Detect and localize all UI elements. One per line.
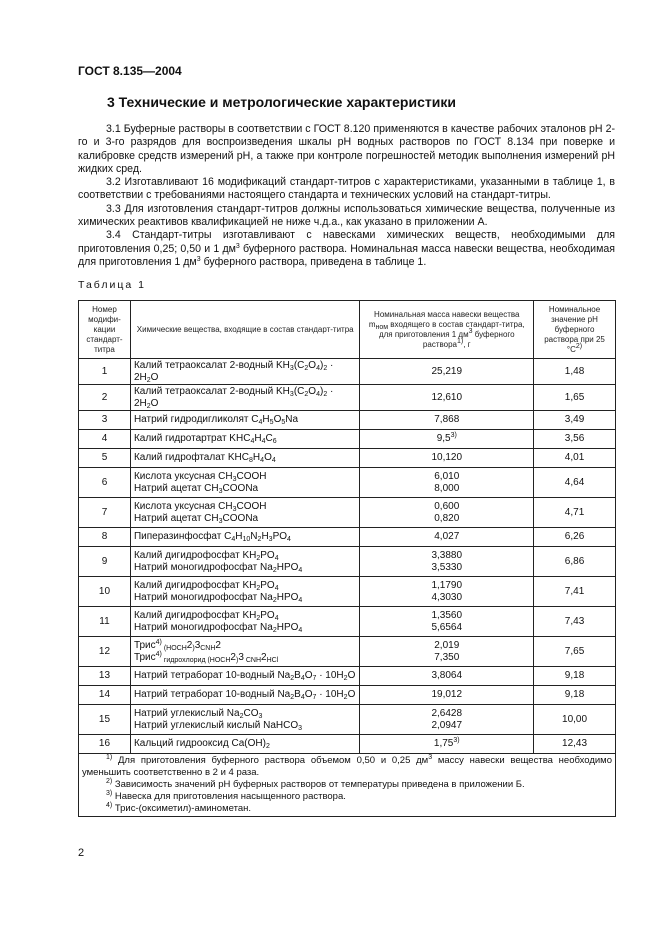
mass-value: 0,600: [434, 501, 460, 512]
mass-value: 2,019: [434, 640, 460, 651]
substance-line: Натрий ацетат $CH_3COONa$: [133, 482, 259, 495]
cell-mass: [360, 359, 534, 385]
substance-line: Натрий моногидрофосфат $Na_2HPO_4$: [133, 561, 303, 574]
cell-ph: 9,18: [534, 667, 616, 686]
section-title: 3 Технические и метрологические характеристики: [107, 94, 456, 110]
cell-num: 5: [79, 449, 131, 468]
substance-line: Трис$^{4)}$ $_{гидрохлорид (HOCH}2_)3$ $_{CNH}2_{HCl}$: [133, 650, 279, 664]
cell-mass: [360, 385, 534, 411]
table-row: [79, 577, 616, 607]
cell-ph: 1,65: [534, 385, 616, 411]
paragraph-3-4: [78, 229, 615, 269]
cell-num: 13: [79, 667, 131, 686]
cell-num: 15: [79, 705, 131, 735]
table-row: [79, 547, 616, 577]
mass-value: 3,3880: [431, 550, 463, 561]
table-row: [79, 528, 616, 547]
header-num: Номер модифи-кации стандарт-титра: [79, 301, 131, 359]
footnote: $^{1)}$ Для приготовления буферного раствора объемом 0,50 и 0,25 $дм^3$ массу навески вещества необходимо уменьшить соответственно в 2 и 4 раза.: [82, 754, 612, 778]
cell-num: 2: [79, 385, 131, 411]
cell-mass: [360, 498, 534, 528]
mass-value: 0,820: [434, 512, 460, 524]
cell-num: 9: [79, 547, 131, 577]
cell-num: 8: [79, 528, 131, 547]
cell-num: 3: [79, 411, 131, 430]
notes-row: [79, 754, 616, 817]
cell-num: 14: [79, 686, 131, 705]
cell-substances: [130, 667, 360, 686]
substance-line: Натрий углекислый кислый NaHCO$_3$: [133, 719, 303, 732]
substance-line: Калий дигидрофосфат $KH_2PO_4$: [133, 610, 279, 622]
cell-substances: [130, 468, 360, 498]
cell-mass: [360, 607, 534, 637]
cell-substances: [130, 411, 360, 430]
substance-line: Калий тетраоксалат 2-водный $KH_3(C_2O_4)_2 \cdot 2H_2O$: [133, 386, 334, 410]
cell-substances: [130, 607, 360, 637]
cell-mass: [360, 528, 534, 547]
mass-value: 3,8064: [431, 670, 463, 682]
mass-value: 2,6428: [431, 708, 463, 719]
cell-substances: [130, 705, 360, 735]
cell-num: 11: [79, 607, 131, 637]
mass-value: 19,012: [431, 689, 463, 701]
table-row: [79, 359, 616, 385]
table-notes: [79, 754, 616, 817]
cell-substances: [130, 385, 360, 411]
cell-ph: 9,18: [534, 686, 616, 705]
table-row: [79, 468, 616, 498]
mass-value: 1,1790: [431, 580, 463, 591]
cell-substances: [130, 577, 360, 607]
cell-ph: 4,01: [534, 449, 616, 468]
cell-ph: 6,26: [534, 528, 616, 547]
cell-ph: 1,48: [534, 359, 616, 385]
p34-sup-2: 3: [196, 255, 201, 263]
table-row: [79, 735, 616, 754]
cell-ph: 4,71: [534, 498, 616, 528]
substance-line: Калий тетраоксалат 2-водный $KH_3(C_2O_4)_2 \cdot 2H_2O$: [133, 360, 334, 384]
substance-line: Калий дигидрофосфат $KH_2PO_4$: [133, 550, 279, 562]
cell-num: 16: [79, 735, 131, 754]
substance-line: Кальций гидрооксид $Ca(OH)_2$: [133, 738, 270, 751]
p34-part-a: 3.4 Стандарт-титры изготавливают с навесками химических веществ, необходимыми для приготовления 0,25; 0,50 и 1 дм: [78, 229, 615, 255]
table-row: [79, 430, 616, 449]
substance-line: Натрий гидродигликолят $C_4H_5O_5Na$: [133, 414, 299, 427]
substance-line: Калий дигидрофосфат $KH_2PO_4$: [133, 580, 279, 592]
cell-mass: [360, 705, 534, 735]
paragraph-3-1: 3.1 Буферные растворы в соответствии с ГОСТ 8.120 применяются в качестве рабочих эталонов pH 2-го и 3-го разрядов для воспроизведения шкалы pH водных растворов по ГОСТ 8.134 при поверке и калибровке средств измерений pH, а также при контроле погрешностей методик выполнения измерений pH жидких сред.: [78, 123, 615, 175]
header-substances: Химические вещества, входящие в состав стандарт-титра: [130, 301, 360, 359]
table-row: [79, 498, 616, 528]
paragraph-3-2: 3.2 Изготавливают 16 модификаций стандарт-титров с характеристиками, указанными в таблице 1, в соответствии с требованиями настоящего стандарта и технических условий на стандарт-титры.: [78, 176, 615, 202]
mass-value: 7,868: [434, 414, 460, 426]
table-row: [79, 637, 616, 667]
paragraph-3-3: 3.3 Для изготовления стандарт-титров должны использоваться химические вещества, полученные из химических реактивов квалификацией не ниже ч.д.а., как указано в приложении А.: [78, 202, 615, 229]
body-text: [78, 123, 615, 269]
cell-num: 7: [79, 498, 131, 528]
mass-value: 4,027: [434, 531, 460, 543]
mass-value: 25,219: [431, 365, 463, 377]
cell-mass: [360, 468, 534, 498]
cell-substances: [130, 449, 360, 468]
table-row: [79, 607, 616, 637]
cell-num: 10: [79, 577, 131, 607]
substance-line: Калий гидрофталат $KHC_8H_4O_4$: [133, 452, 276, 465]
document-header: ГОСТ 8.135—2004: [78, 64, 182, 78]
cell-mass: [360, 735, 534, 754]
table-1: [78, 300, 616, 817]
mass-value: 1,75$^{3)}$: [433, 737, 460, 750]
cell-mass: [360, 577, 534, 607]
cell-substances: [130, 359, 360, 385]
cell-mass: [360, 449, 534, 468]
cell-mass: [360, 667, 534, 686]
cell-mass: [360, 430, 534, 449]
substance-line: Кислота уксусная $CH_3COOH$: [133, 501, 267, 513]
cell-ph: 7,43: [534, 607, 616, 637]
footnote: $^{3)}$ Навеска для приготовления насыщенного раствора.: [106, 790, 346, 802]
header-mass: Номинальная масса навески вещества $m_{ном}$ входящего в состав стандарт-титра, для приготовления 1 $дм^3$ буферного раствора$^{1)}$, г: [360, 301, 534, 359]
table-body: [79, 359, 616, 754]
cell-num: 1: [79, 359, 131, 385]
header-ph: Номинальное значение pH буферного раствора при 25 $^\circ C^{2)}$: [534, 301, 616, 359]
cell-substances: [130, 735, 360, 754]
substance-line: Натрий моногидрофосфат $Na_2HPO_4$: [133, 621, 303, 634]
cell-ph: 6,86: [534, 547, 616, 577]
cell-mass: [360, 637, 534, 667]
table-row: [79, 411, 616, 430]
mass-value: 5,6564: [431, 621, 463, 633]
cell-ph: 3,56: [534, 430, 616, 449]
page-number: 2: [78, 847, 85, 859]
cell-substances: [130, 528, 360, 547]
cell-ph: 3,49: [534, 411, 616, 430]
table-row: [79, 449, 616, 468]
cell-mass: [360, 547, 534, 577]
substance-line: Трис$^{4)}$ $_{(HOCH}2_)3_{CNH}2$: [133, 639, 221, 652]
mass-value: 12,610: [431, 391, 463, 403]
cell-substances: [130, 430, 360, 449]
cell-ph: 7,41: [534, 577, 616, 607]
substance-line: Натрий тетраборат 10-водный $Na_2B_4O_7 \cdot 10H_2O$: [133, 670, 356, 683]
cell-mass: [360, 411, 534, 430]
p34-part-b: буферного раствора. Номинальная масса навески вещества, необходимая для приготовления 1 дм: [78, 242, 616, 268]
substance-line: Натрий ацетат $CH_3COONa$: [133, 512, 259, 525]
substance-line: Пиперазинфосфат $C_4H_{10}N_2H_3PO_4$: [133, 531, 291, 544]
cell-num: 6: [79, 468, 131, 498]
cell-substances: [130, 637, 360, 667]
substance-line: Натрий углекислый $Na_2CO_3$: [133, 708, 263, 720]
table-header-row: [79, 301, 616, 359]
p34-sup-1: 3: [235, 242, 240, 250]
cell-substances: [130, 686, 360, 705]
cell-substances: [130, 547, 360, 577]
cell-num: 4: [79, 430, 131, 449]
substance-line: Натрий моногидрофосфат $Na_2HPO_4$: [133, 591, 303, 604]
table-caption: Таблица 1: [78, 279, 146, 291]
table-row: [79, 667, 616, 686]
table-row: [79, 705, 616, 735]
mass-value: 10,120: [431, 452, 463, 464]
mass-value: 2,0947: [431, 719, 463, 731]
table-row: [79, 686, 616, 705]
footnote: $^{2)}$ Зависимость значений pH буферных растворов от температуры приведена в приложении Б.: [106, 778, 525, 790]
cell-ph: 12,43: [534, 735, 616, 754]
substance-line: Натрий тетраборат 10-водный $Na_2B_4O_7 \cdot 10H_2O$: [133, 689, 356, 702]
mass-value: 7,350: [434, 651, 460, 663]
substance-line: Кислота уксусная $CH_3COOH$: [133, 471, 267, 483]
mass-value: 9,5$^{3)}$: [436, 432, 457, 445]
cell-num: 12: [79, 637, 131, 667]
cell-ph: 10,00: [534, 705, 616, 735]
mass-value: 3,5330: [431, 561, 463, 573]
mass-value: 8,000: [434, 482, 460, 494]
substance-line: Калий гидротартрат $KHC_4H_4C_6$: [133, 433, 277, 446]
table-row: [79, 385, 616, 411]
footnote: $^{4)}$ Трис-(оксиметил)-аминометан.: [106, 802, 252, 814]
p34-part-c: буферного раствора, приведена в таблице 1.: [200, 255, 427, 268]
mass-value: 6,010: [434, 471, 460, 482]
cell-ph: 4,64: [534, 468, 616, 498]
cell-mass: [360, 686, 534, 705]
cell-ph: 7,65: [534, 637, 616, 667]
mass-value: 4,3030: [431, 591, 463, 603]
cell-substances: [130, 498, 360, 528]
mass-value: 1,3560: [431, 610, 463, 621]
